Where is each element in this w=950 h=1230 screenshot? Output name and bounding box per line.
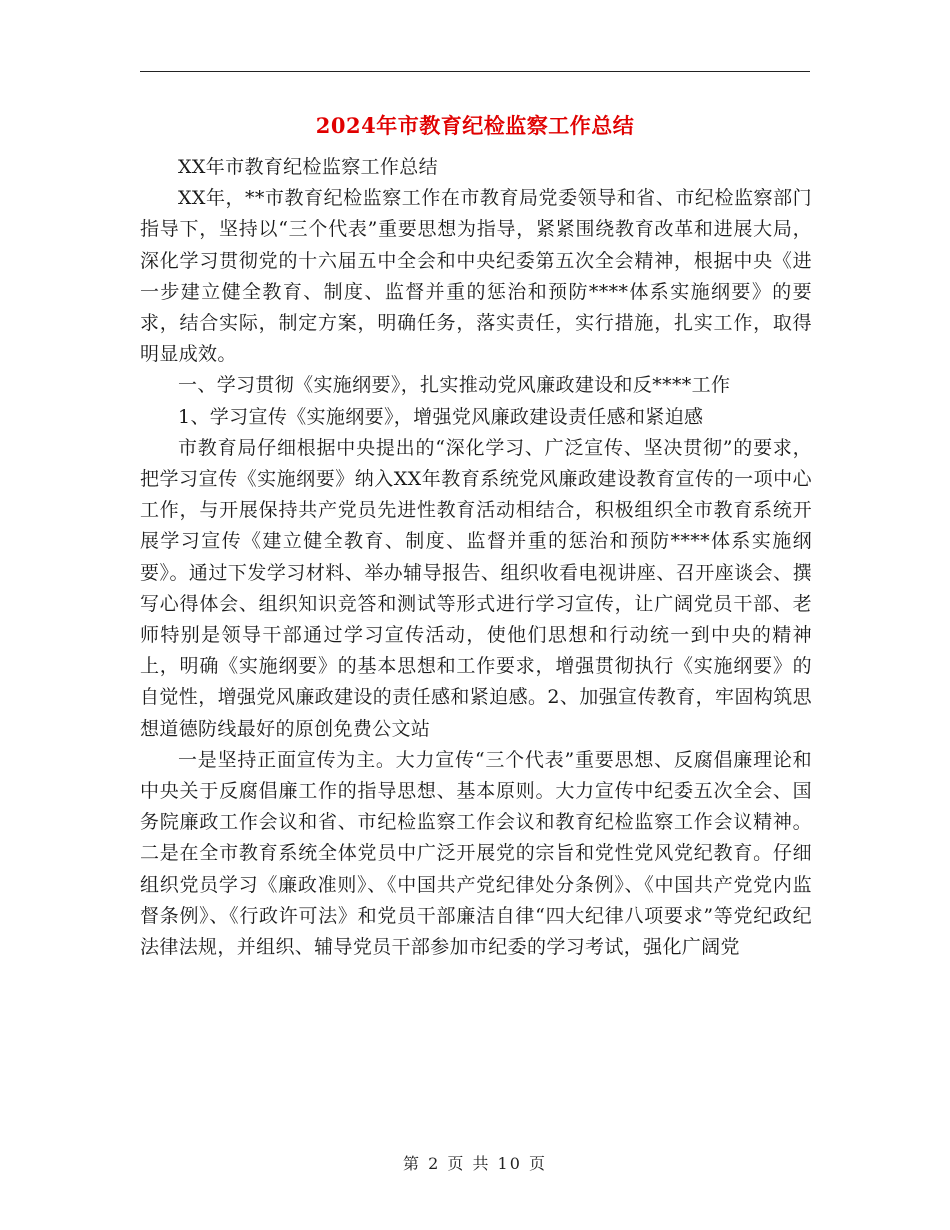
subsection-heading-1: 1、学习宣传《实施纲要》，增强党风廉政建设责任感和紧迫感 xyxy=(178,405,704,428)
header-rule xyxy=(140,71,810,72)
document-body xyxy=(140,152,812,963)
paragraph-subtitle: XX年市教育纪检监察工作总结 xyxy=(178,156,438,178)
paragraph-body-1: 市教育局仔细根据中央提出的“深化学习、广泛宣传、坚决贯彻”的要求，把学习宣传《实施纲要》纳入XX年教育系统党风廉政建设教育宣传的一项中心工作，与开展保持共产党员先进性教育活动相结合，积极组织全市教育系统开展学习宣传《建立健全教育、制度、监督并重的惩治和预防****体系实施纲要》。通过下发学习材料、举办辅导报告、组织收看电视讲座、召开座谈会、撰写心得体会、组织知识竞答和测试等形式进行学习宣传，让广阔党员干部、老师特别是领导干部通过学习宣传活动，使他们思想和行动统一到中央的精神上，明确《实施纲要》的基本思想和工作要求，增强贯彻执行《实施纲要》的自觉性，增强党风廉政建设的责任感和紧迫感。2、加强宣传教育，牢固构筑思想道德防线最好的原创免费公文站 xyxy=(140,436,812,740)
paragraph-body-2: 一是坚持正面宣传为主。大力宣传“三个代表”重要思想、反腐倡廉理论和中央关于反腐倡廉工作的指导思想、基本原则。大力宣传中纪委五次全会、国务院廉政工作会议和省、市纪检监察工作会议和教育纪检监察工作会议精神。二是在全市教育系统全体党员中广泛开展党的宗旨和党性党风党纪教育。仔细组织党员学习《廉政准则》、《中国共产党纪律处分条例》、《中国共产党党内监督条例》、《行政许可法》和党员干部廉洁自律“四大纪律八项要求”等党纪政纪法律法规，并组织、辅导党员干部参加市纪委的学习考试，强化广阔党 xyxy=(140,748,812,959)
paragraph-intro: XX年，**市教育纪检监察工作在市教育局党委领导和省、市纪检监察部门指导下，坚持以“三个代表”重要思想为指导，紧紧围绕教育改革和进展大局，深化学习贯彻党的十六届五中全会和中央纪委第五次全会精神，根据中央《进一步建立健全教育、制度、监督并重的惩治和预防****体系实施纲要》的要求，结合实际，制定方案，明确任务，落实责任，实行措施，扎实工作，取得明显成效。 xyxy=(140,187,812,366)
page-footer: 第 2 页 共 10 页 xyxy=(403,1154,547,1173)
document-title: 2024年市教育纪检监察工作总结 xyxy=(315,113,635,138)
section-heading-1: 一、学习贯彻《实施纲要》，扎实推动党风廉政建设和反****工作 xyxy=(178,374,731,397)
